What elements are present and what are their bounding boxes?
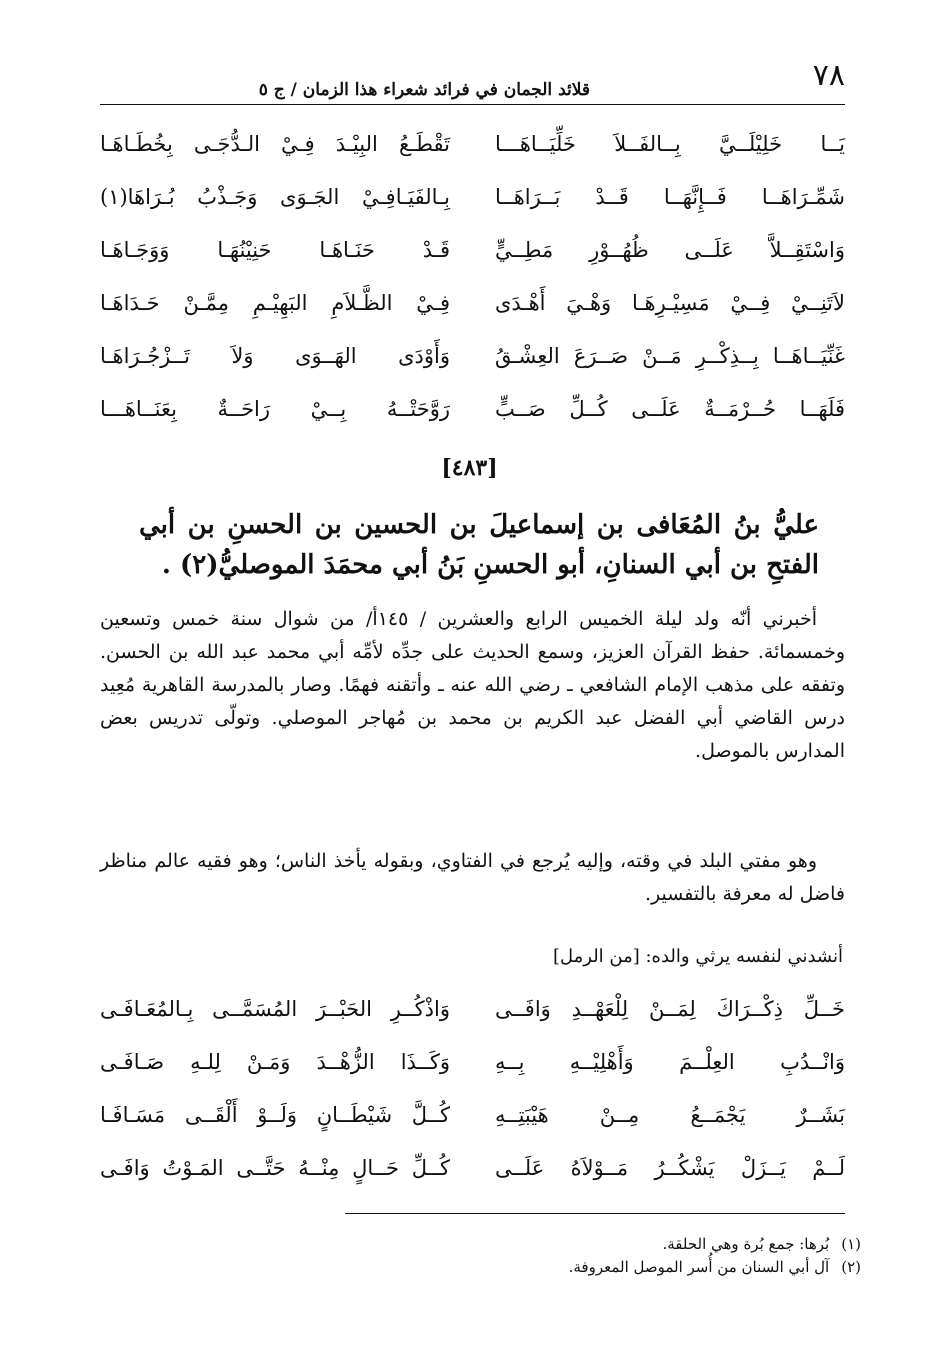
verse [100, 1103, 845, 1156]
paragraph-text: وهو مفتي البلد في وقته، وإليه يُرجع في الفتاوي، وبقوله يأخذ الناس؛ وهو فقيه عالم مناظر فاضل له معرفة بالتفسير. [100, 850, 845, 905]
entry-number: [٤٨٣] [441, 455, 498, 481]
verse-first-hemistich: فَلَهَــا حُــرْمَــةٌ عَلَــى كُــلِّ صَــبٍّ [495, 397, 845, 421]
verse-first-hemistich: شَمِّـرَاهَــا فَــإِنَّهَــا قَــدْ بَــرَاهَــا [495, 185, 845, 209]
verse [100, 1156, 845, 1209]
footnote-divider [345, 1213, 845, 1214]
verse-first-hemistich: لاَتَنِــيْ فِــيْ مَسِيْـرِهَـا وَهْـيَ أَهْـدَى [495, 291, 845, 315]
verse-first-hemistich: لَــمْ يَــزَلْ يَشْكُــرُ مَــوْلاَهُ عَلَــى [495, 1156, 845, 1180]
verse [100, 397, 845, 450]
poem-2-intro: أنشدني لنفسه يرثي والده: [من الرمل] [552, 946, 843, 967]
footnote [161, 1233, 861, 1256]
verse-second-hemistich: بِـالفَيَـافِـيْ الجَـوَى وَجَـذْبُ بُـرَاهَا(١) [100, 185, 450, 209]
footnote-text: بُرها: جمع بُرة وهي الحلقة. [662, 1235, 830, 1253]
verse-second-hemistich: رَوَّحَتْــهُ بِــيْ رَاحَــةٌ بِعَنَــاهَـــا [100, 397, 450, 421]
page-header [100, 60, 845, 105]
verse-first-hemistich: بَشَــرٌ يَجْمَــعُ مِــنْ هَيْبَتِــهِ [495, 1103, 845, 1127]
verse-first-hemistich: غَنِّيَــاهَــا بِــذِكْــرِ مَــنْ صَــرَعَ العِشْـقُ [495, 344, 845, 368]
running-title: قلائد الجمان في فرائد شعراء هذا الزمان / ج ٥ [258, 80, 590, 100]
verse-first-hemistich: يَــا خَلِيْلَــيَّ بِــالفَــلاَ خَلِّيَــاهَـــا [495, 132, 845, 156]
verse-second-hemistich: قَـدْ حَنَـاهَـا حَنِيْنُهَـا وَوَجَـاهَـا [100, 238, 450, 262]
footnote-text: آل أبي السنان من أُسر الموصل المعروفة. [568, 1258, 830, 1276]
verse-second-hemistich: تَقْطَـعُ البِيْـدَ فِـيْ الـدُّجَـى بِخُطَـاهَـا [100, 132, 450, 156]
biography-paragraph-2 [100, 845, 845, 911]
poem-2 [100, 997, 845, 1209]
footnote-number: (١) [841, 1235, 861, 1253]
verse-second-hemistich: وَاذْكُــرِ الحَبْــرَ المُسَمَّــى بِـالمُعَـافَـى [100, 997, 450, 1021]
verse-second-hemistich: وَأَوْدَى الهَــوَى وَلاَ تَــزْجُـرَاهَـا [100, 344, 450, 368]
page-number: ٧٨ [812, 58, 845, 93]
footnote-number: (٢) [841, 1258, 861, 1276]
footnote [161, 1256, 861, 1279]
verse-first-hemistich: وَانْــدُبِ العِلْــمَ وَأَهْلِيْــهِ بِــهِ [495, 1050, 845, 1074]
verse-first-hemistich: وَاسْتَقِــلاَّ عَلَــى ظُهُــوْرِ مَطِــيٍّ [495, 238, 845, 262]
verse [100, 238, 845, 291]
verse-second-hemistich: فِـيْ الظَّـلاَمِ البَهِيْـمِ مِمَّـنْ حَـدَاهَـا [100, 291, 450, 315]
verse-second-hemistich: كُــلِّ حَــالٍ مِنْــهُ حَتَّــى المَـوْتُ وَافَـى [100, 1156, 450, 1180]
paragraph-text: أخبرني أنّه ولد ليلة الخميس الرابع والعشرين / ١٤٥أ/ من شوال سنة خمس وتسعين وخمسمائة. حفظ القرآن العزيز، وسمع الحديث على جدِّه لأمِّه أبي محمد عبد الله بن الحسن. وتفقه على مذهب الإمام الشافعي ـ رضي الله عنه ـ وأتقنه فهمًا. وصار بالمدرسة القاهرية مُعِيد درس القاضي أبي الفضل عبد الكريم بن محمد بن مُهاجر الموصلي. وتولّى تدريس بعض المدارس بالموصل. [100, 608, 845, 762]
poem-1 [100, 132, 845, 450]
footnotes [161, 1233, 861, 1279]
verse [100, 132, 845, 185]
verse [100, 997, 845, 1050]
verse [100, 1050, 845, 1103]
verse-second-hemistich: وَكَــذَا الزُّهْــدَ وَمَـنْ لِلـهِ صَـافَـى [100, 1050, 450, 1074]
verse [100, 344, 845, 397]
verse [100, 291, 845, 344]
verse-second-hemistich: كُــلَّ شَيْطَــانٍ وَلَــوْ أَلْقَــى مَسَـافَـا [100, 1103, 450, 1127]
verse-first-hemistich: خَــلِّ ذِكْــرَاكَ لِمَــنْ لِلْعَهْــدِ وَافَــى [495, 997, 845, 1021]
entry-title: عليُّ بنُ المُعَافى بن إسماعيلَ بن الحسين بن الحسنِ بن أبي الفتحِ بن أبي السنانِ، أبو الحسنِ بَنُ أبي محمَدَ الموصليُّ(٢) . [139, 510, 819, 580]
verse [100, 185, 845, 238]
biography-paragraph-1 [100, 603, 845, 768]
